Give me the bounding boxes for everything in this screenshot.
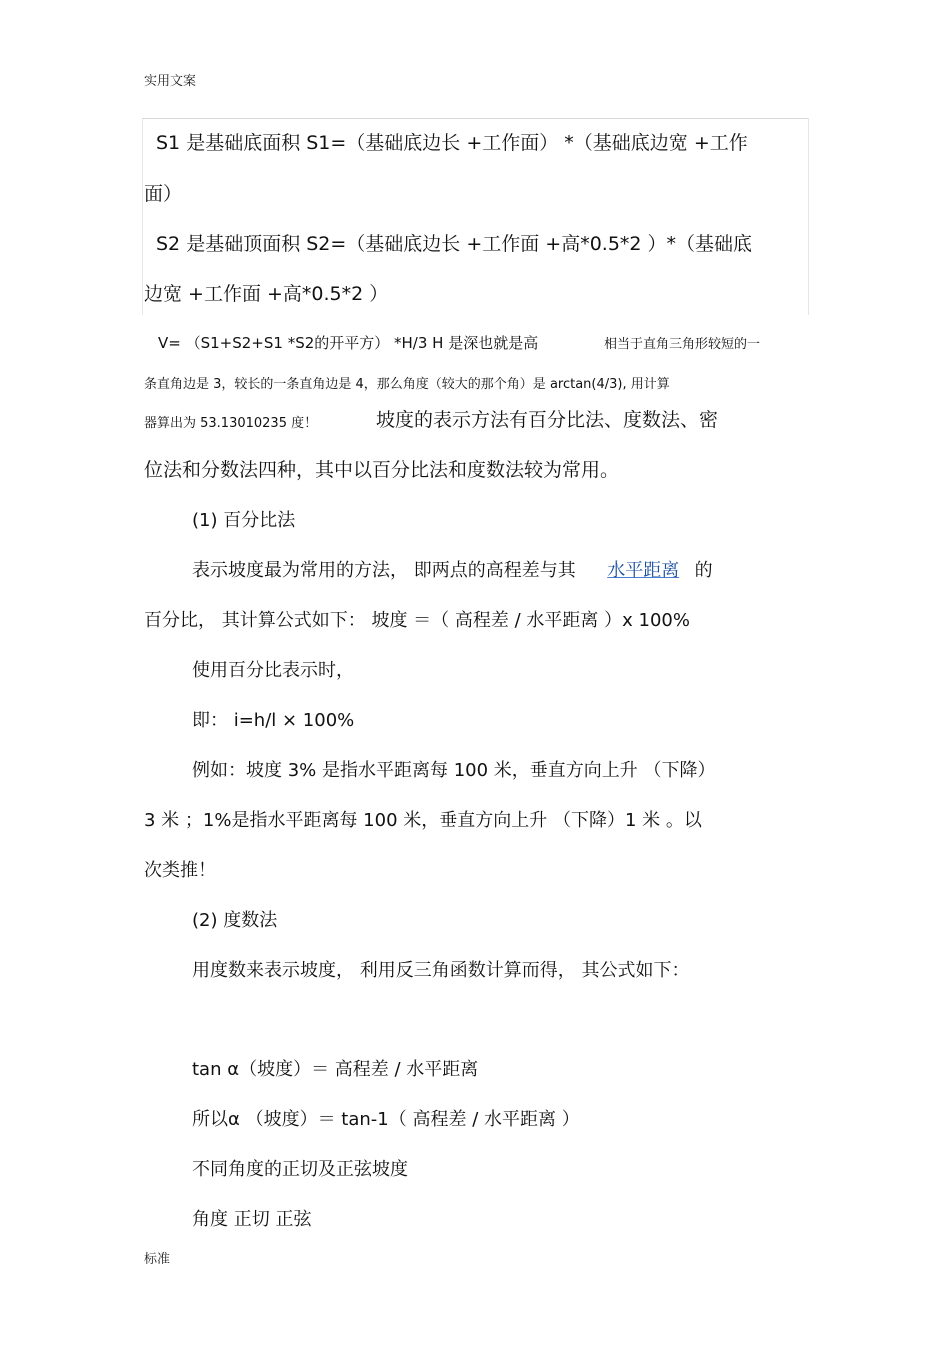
box-line-3: S2 是基础顶面积 S2=（基础底边长 +工作面 +高*0.5*2 ）*（基础底: [156, 233, 753, 255]
volume-line-3-large: 坡度的表示方法有百分比法、度数法、密: [376, 409, 719, 431]
section2-formula-1: tan α（坡度）＝ 高程差 / 水平距离: [192, 1059, 479, 1080]
volume-line-2: 条直角边是 3，较长的一条直角边是 4，那么角度（较大的那个角）是 arctan(4/3), 用计算: [144, 377, 670, 392]
volume-line-3-small: 器算出为 53.13010235 度！: [144, 416, 318, 431]
horizontal-distance-link[interactable]: 水平距离: [607, 560, 680, 581]
section1-p1-end: 的: [694, 560, 713, 581]
box-line-4: 边宽 +工作面 +高*0.5*2 ）: [144, 283, 389, 305]
section1-p4-line3: 次类推！: [144, 860, 216, 881]
section1-p4-line2: 3 米 ；1%是指水平距离每 100 米，垂直方向上升 （下降）1 米 。以: [144, 810, 702, 831]
section1-p2: 使用百分比表示时，: [192, 660, 354, 681]
section1-p1: [192, 556, 713, 582]
section1-p1-text: 表示坡度最为常用的方法， 即两点的高程差与其: [192, 560, 576, 581]
page-header: 实用文案: [144, 74, 197, 89]
box-line-2: 面）: [144, 183, 183, 205]
box-line-1: S1 是基础底面积 S1=（基础底边长 +工作面） *（基础底边宽 +工作: [156, 132, 748, 154]
section2-heading: (2) 度数法: [192, 910, 278, 931]
volume-line-1b: 相当于直角三角形较短的一: [604, 337, 761, 352]
section1-p3: 即： i=h/l × 100%: [192, 710, 355, 731]
section1-p4-line1: 例如：坡度 3% 是指水平距离每 100 米，垂直方向上升 （下降）: [192, 760, 716, 781]
section2-formula-2: 所以α （坡度）＝ tan-1（ 高程差 / 水平距离 ）: [192, 1109, 580, 1130]
volume-line-4: 位法和分数法四种，其中以百分比法和度数法较为常用。: [144, 459, 620, 481]
angle-table-header: 角度 正切 正弦: [192, 1209, 312, 1230]
section1-p1-line2: 百分比， 其计算公式如下： 坡度 ＝（ 高程差 / 水平距离 ）x 100%: [144, 610, 690, 631]
section1-heading: (1) 百分比法: [192, 510, 296, 531]
section2-p1: 用度数来表示坡度， 利用反三角函数计算而得， 其公式如下：: [192, 960, 690, 981]
section2-p2: 不同角度的正切及正弦坡度: [192, 1159, 408, 1180]
volume-line-1a: V= （S1+S2+S1 *S2的开平方） *H/3 H 是深也就是高: [158, 334, 539, 352]
page-footer: 标准: [144, 1252, 171, 1267]
